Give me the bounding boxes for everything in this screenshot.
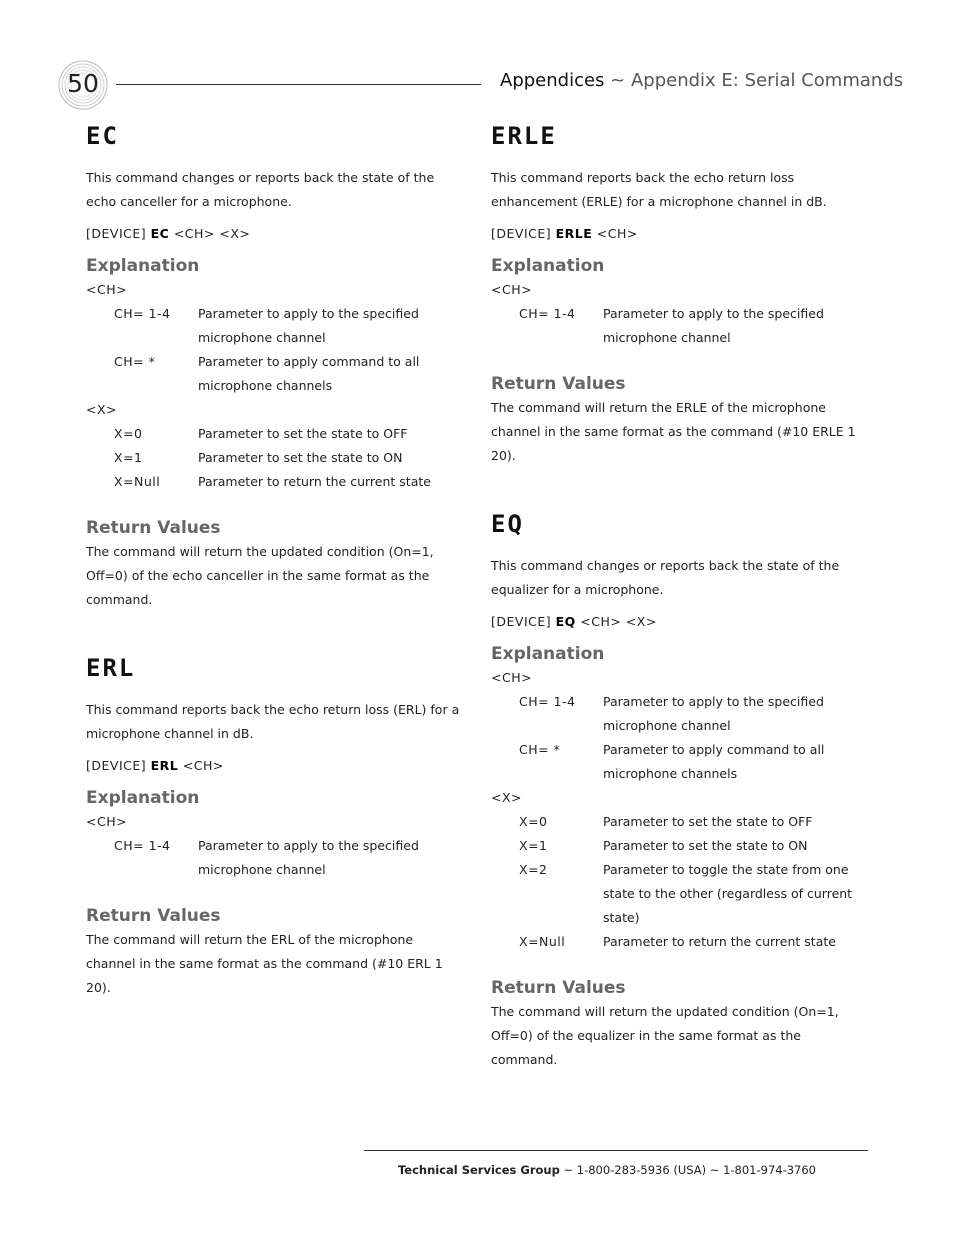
ec-param-x: <X> xyxy=(86,402,118,417)
param-key: X=1 xyxy=(519,838,548,853)
section-spacer xyxy=(491,468,871,506)
footer-rule xyxy=(364,1150,868,1151)
param-key: X=1 xyxy=(114,450,143,465)
param-key: X=Null xyxy=(114,474,161,489)
param-value: Parameter to set the state to ON xyxy=(603,838,808,853)
param-value: Parameter to apply to the specified microphone channel xyxy=(198,306,419,345)
header-section: Appendices xyxy=(500,70,605,91)
param-value: Parameter to set the state to OFF xyxy=(198,426,408,441)
erle-description: This command reports back the echo return loss enhancement (ERLE) for a microphone channel in dB. xyxy=(491,170,827,209)
ec-return-heading: Return Values xyxy=(86,518,221,538)
erl-title: ERL xyxy=(86,654,136,682)
ec-syntax-suffix: <CH> <X> xyxy=(169,226,251,241)
eq-explanation-heading: Explanation xyxy=(491,644,605,664)
param-row xyxy=(491,858,871,930)
param-value: Parameter to toggle the state from one state to the other (regardless of current state) xyxy=(603,862,853,925)
param-row xyxy=(86,422,466,446)
erle-syntax-suffix: <CH> xyxy=(592,226,638,241)
param-value: Parameter to return the current state xyxy=(603,934,836,949)
param-row xyxy=(86,302,466,350)
param-value: Parameter to apply to the specified microphone channel xyxy=(603,306,824,345)
param-row xyxy=(491,302,871,350)
param-row xyxy=(86,446,466,470)
ec-syntax-prefix: [DEVICE] xyxy=(86,226,151,241)
eq-param-ch: <CH> xyxy=(491,670,533,685)
footer-contact: ~ 1-800-283-5936 (USA) ~ 1-801-974-3760 xyxy=(559,1163,816,1177)
eq-return-text: The command will return the updated condition (On=1, Off=0) of the equalizer in the same format as the command. xyxy=(491,1004,839,1067)
erle-param-ch: <CH> xyxy=(491,282,533,297)
erl-description: This command reports back the echo return loss (ERL) for a microphone channel in dB. xyxy=(86,702,460,741)
eq-syntax-prefix: [DEVICE] xyxy=(491,614,556,629)
eq-title: EQ xyxy=(491,510,524,538)
eq-syntax-suffix: <CH> <X> xyxy=(575,614,657,629)
param-value: Parameter to apply to the specified microphone channel xyxy=(603,694,824,733)
erl-explanation-heading: Explanation xyxy=(86,788,200,808)
erle-explanation-heading: Explanation xyxy=(491,256,605,276)
param-row xyxy=(86,350,466,398)
erl-return-heading: Return Values xyxy=(86,906,221,926)
footer-text xyxy=(364,1163,816,1177)
param-key: CH= * xyxy=(519,742,561,757)
right-column xyxy=(491,118,871,1072)
header-rule xyxy=(116,84,481,85)
erle-return-heading: Return Values xyxy=(491,374,626,394)
erl-syntax xyxy=(86,754,466,778)
param-value: Parameter to set the state to ON xyxy=(198,450,403,465)
param-key: X=0 xyxy=(114,426,143,441)
ec-description: This command changes or reports back the state of the echo canceller for a microphone. xyxy=(86,170,435,209)
erle-return-text: The command will return the ERLE of the microphone channel in the same format as the command (#10 ERLE 1 20). xyxy=(491,400,856,463)
erle-syntax-command: ERLE xyxy=(555,226,593,241)
param-key: CH= 1-4 xyxy=(114,838,171,853)
eq-param-x: <X> xyxy=(491,790,523,805)
param-key: X=Null xyxy=(519,934,566,949)
eq-description: This command changes or reports back the state of the equalizer for a microphone. xyxy=(491,558,840,597)
ec-param-ch: <CH> xyxy=(86,282,128,297)
ec-title: EC xyxy=(86,122,119,150)
param-key: CH= 1-4 xyxy=(114,306,171,321)
eq-syntax-command: EQ xyxy=(555,614,576,629)
header-subsection: Appendix E: Serial Commands xyxy=(630,70,904,91)
param-key: CH= * xyxy=(114,354,156,369)
ec-explanation-heading: Explanation xyxy=(86,256,200,276)
page-number: 50 xyxy=(67,69,99,98)
section-spacer xyxy=(86,612,466,650)
param-key: CH= 1-4 xyxy=(519,694,576,709)
param-key: X=0 xyxy=(519,814,548,829)
ec-command-section xyxy=(86,118,466,612)
erle-title: ERLE xyxy=(491,122,557,150)
param-value: Parameter to apply command to all microphone channels xyxy=(198,354,420,393)
eq-return-heading: Return Values xyxy=(491,978,626,998)
param-row xyxy=(491,810,871,834)
ec-syntax-command: EC xyxy=(150,226,170,241)
erle-command-section xyxy=(491,118,871,468)
param-row xyxy=(491,690,871,738)
erle-syntax xyxy=(491,222,871,246)
erl-syntax-command: ERL xyxy=(150,758,179,773)
erl-return-text: The command will return the ERL of the microphone channel in the same format as the command (#10 ERL 1 20). xyxy=(86,932,443,995)
eq-syntax xyxy=(491,610,871,634)
footer-group: Technical Services Group xyxy=(397,1163,560,1177)
left-column xyxy=(86,118,466,1000)
eq-command-section xyxy=(491,506,871,1072)
param-row xyxy=(491,834,871,858)
param-key: CH= 1-4 xyxy=(519,306,576,321)
param-row xyxy=(491,930,871,954)
erle-syntax-prefix: [DEVICE] xyxy=(491,226,556,241)
param-value: Parameter to apply to the specified microphone channel xyxy=(198,838,419,877)
erl-param-ch: <CH> xyxy=(86,814,128,829)
param-row xyxy=(86,834,466,882)
param-row xyxy=(491,738,871,786)
param-value: Parameter to return the current state xyxy=(198,474,431,489)
erl-command-section xyxy=(86,650,466,1000)
param-key: X=2 xyxy=(519,862,548,877)
param-value: Parameter to apply command to all microphone channels xyxy=(603,742,825,781)
header-separator: ~ xyxy=(604,70,631,91)
ec-return-text: The command will return the updated condition (On=1, Off=0) of the echo canceller in the same format as the command. xyxy=(86,544,434,607)
erl-syntax-prefix: [DEVICE] xyxy=(86,758,151,773)
ec-syntax xyxy=(86,222,466,246)
param-row xyxy=(86,470,466,494)
param-value: Parameter to set the state to OFF xyxy=(603,814,813,829)
header-title xyxy=(500,70,904,91)
erl-syntax-suffix: <CH> xyxy=(178,758,224,773)
